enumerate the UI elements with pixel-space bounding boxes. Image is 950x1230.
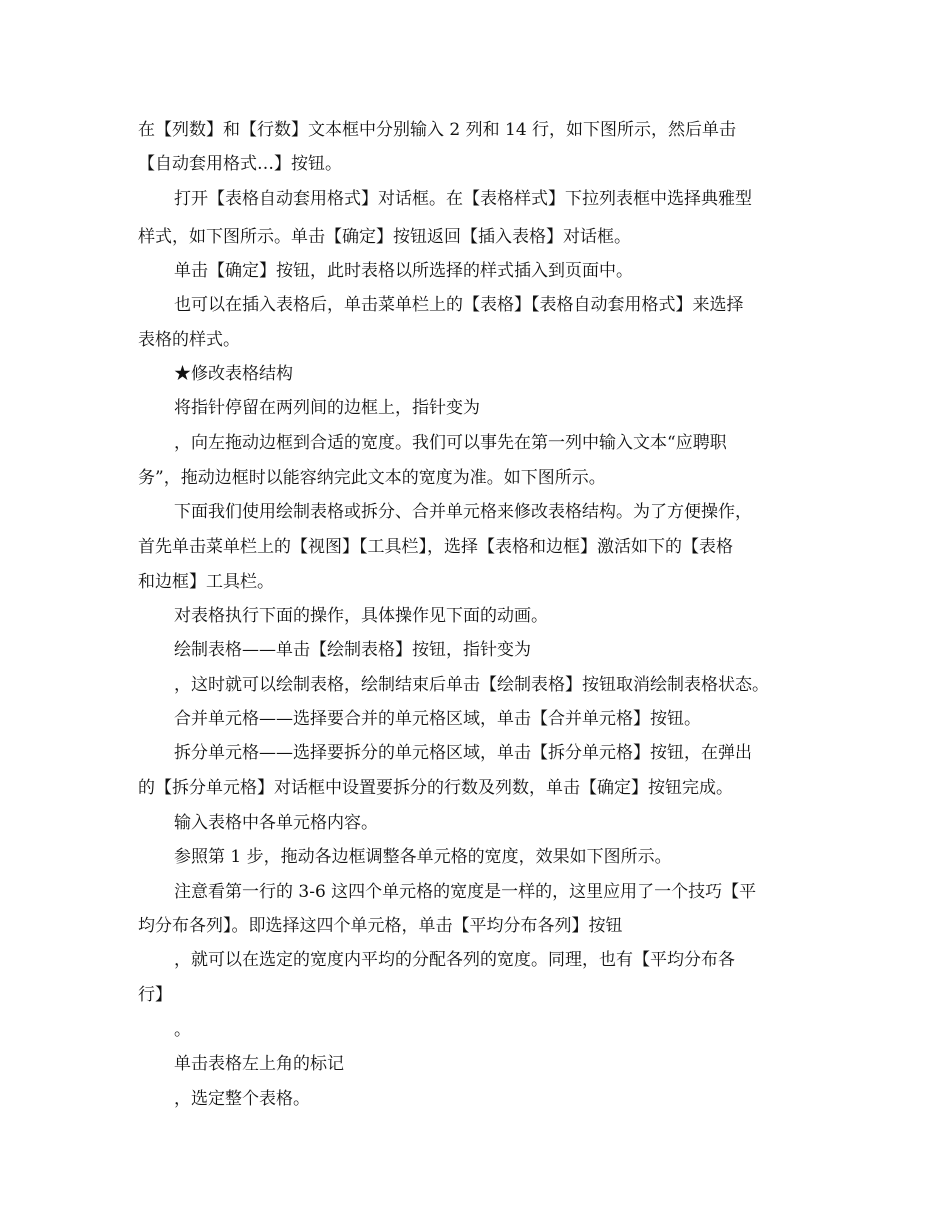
text-line: 单击表格左上角的标记 xyxy=(174,1054,344,1074)
text-line: 也可以在插入表格后，单击菜单栏上的【表格】【表格自动套用格式】来选择 xyxy=(174,295,744,315)
section-heading: ★修改表格结构 xyxy=(174,364,293,384)
text-line: 行】 xyxy=(138,985,172,1005)
text-line: 。 xyxy=(174,1020,191,1040)
text-line: 对表格执行下面的操作，具体操作见下面的动画。 xyxy=(174,606,548,626)
text-line: 绘制表格——单击【绘制表格】按钮，指针变为 xyxy=(174,640,531,660)
text-line: 【自动套用格式…】按钮。 xyxy=(138,154,342,174)
text-line: 下面我们使用绘制表格或拆分、合并单元格来修改表格结构。为了方便操作， xyxy=(174,502,752,522)
text-line: 打开【表格自动套用格式】对话框。在【表格样式】下拉列表框中选择典雅型 xyxy=(174,189,752,209)
text-line: ，这时就可以绘制表格，绘制结束后单击【绘制表格】按钮取消绘制表格状态。 xyxy=(174,675,769,695)
text-line: ，选定整个表格。 xyxy=(174,1089,310,1109)
text-line: 参照第 1 步，拖动各边框调整各单元格的宽度，效果如下图所示。 xyxy=(174,847,672,867)
text-line: 的【拆分单元格】对话框中设置要拆分的行数及列数，单击【确定】按钮完成。 xyxy=(138,778,733,798)
text-line: 样式，如下图所示。单击【确定】按钮返回【插入表格】对话框。 xyxy=(138,227,631,247)
text-line: 将指针停留在两列间的边框上，指针变为 xyxy=(174,398,480,418)
text-line: 拆分单元格——选择要拆分的单元格区域，单击【拆分单元格】按钮，在弹出 xyxy=(174,743,752,763)
text-line: 输入表格中各单元格内容。 xyxy=(174,813,378,833)
text-line: ，向左拖动边框到合适的宽度。我们可以事先在第一列中输入文本“应聘职 xyxy=(174,433,727,453)
text-line: 和边框】工具栏。 xyxy=(138,572,274,592)
text-line: 在【列数】和【行数】文本框中分别输入 2 列和 14 行，如下图所示，然后单击 xyxy=(138,120,737,140)
text-line: ，就可以在选定的宽度内平均的分配各列的宽度。同理，也有【平均分布各 xyxy=(174,950,735,970)
text-line: 均分布各列】。即选择这四个单元格，单击【平均分布各列】按钮 xyxy=(138,916,623,936)
text-line: 首先单击菜单栏上的【视图】【工具栏】，选择【表格和边框】激活如下的【表格 xyxy=(138,537,733,557)
text-line: 合并单元格——选择要合并的单元格区域，单击【合并单元格】按钮。 xyxy=(174,709,701,729)
text-line: 表格的样式。 xyxy=(138,330,240,350)
text-line: 务”，拖动边框时以能容纳完此文本的宽度为准。如下图所示。 xyxy=(138,468,606,488)
text-line: 注意看第一行的 3-6 这四个单元格的宽度是一样的，这里应用了一个技巧【平 xyxy=(174,882,757,902)
text-line: 单击【确定】按钮，此时表格以所选择的样式插入到页面中。 xyxy=(174,261,633,281)
